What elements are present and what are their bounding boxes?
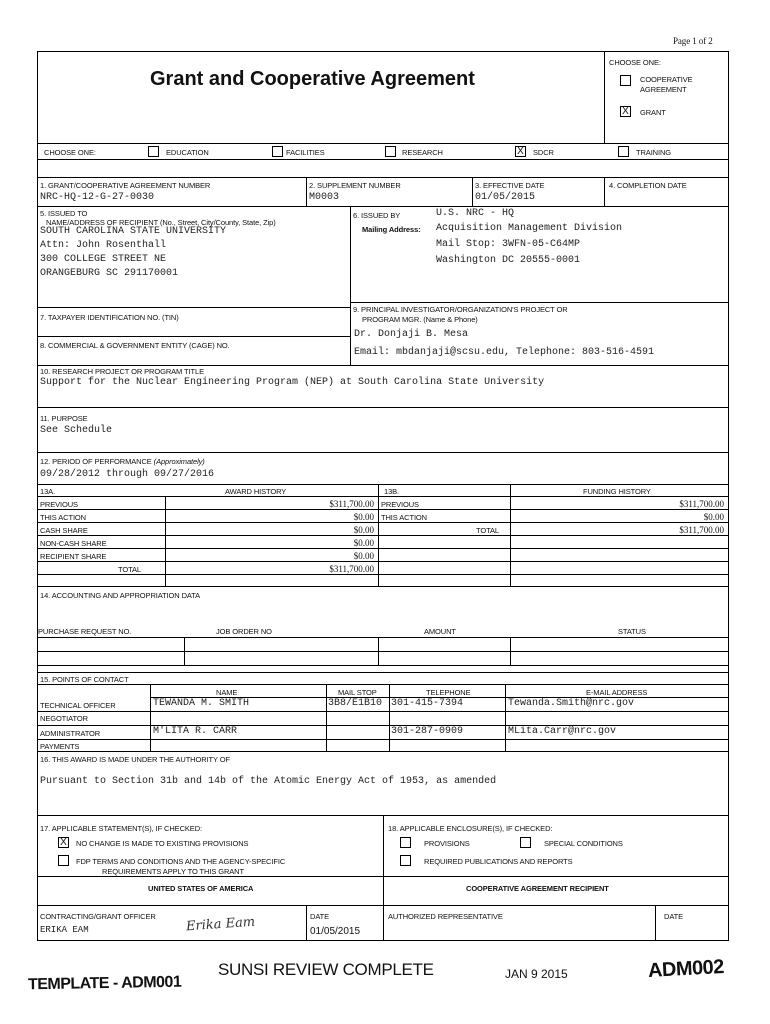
grant-checkbox[interactable]: X [620, 106, 631, 117]
award-row-label: CASH SHARE [40, 526, 88, 535]
contacts-column-header: E-MAIL ADDRESS [586, 688, 648, 697]
contact-role: TECHNICAL OFFICER [40, 701, 116, 710]
authority-value: Pursuant to Section 31b and 14b of the Atomic Energy Act of 1953, as amended [40, 776, 497, 787]
required-publications-label: REQUIRED PUBLICATIONS AND REPORTS [424, 857, 573, 866]
cage-label: 8. COMMERCIAL & GOVERNMENT ENTITY (CAGE) NO. [40, 341, 230, 350]
recipient-heading: COOPERATIVE AGREEMENT RECIPIENT [466, 884, 609, 893]
award-total-label: TOTAL [118, 565, 141, 574]
date2-label: DATE [664, 912, 684, 921]
column-header: PURCHASE REQUEST NO. [38, 627, 132, 636]
choose-one-row-label: CHOOSE ONE: [44, 148, 96, 157]
grant-number-label: 1. GRANT/COOPERATIVE AGREEMENT NUMBER [40, 181, 211, 190]
training-label: TRAINING [636, 148, 672, 157]
award-row-value: $311,700.00 [329, 499, 374, 509]
cooperative-checkbox[interactable] [620, 75, 631, 86]
issuer-line-2: Mail Stop: 3WFN-05-C64MP [436, 239, 581, 250]
column-header: AMOUNT [424, 627, 456, 636]
pi-name: Dr. Donjaji B. Mesa [354, 329, 469, 340]
accounting-label: 14. ACCOUNTING AND APPROPRIATION DATA [40, 591, 201, 600]
education-checkbox[interactable] [148, 146, 159, 157]
date-label: DATE [310, 912, 330, 921]
special-conditions-label: SPECIAL CONDITIONS [544, 839, 623, 848]
issuer-line-3: Washington DC 20555-0001 [436, 255, 581, 266]
funding-history-number: 13B. [384, 487, 400, 496]
usa-heading: UNITED STATES OF AMERICA [148, 884, 254, 893]
review-date-stamp: JAN 9 2015 [505, 967, 568, 981]
required-publications-checkbox[interactable] [400, 855, 411, 866]
award-history-title: AWARD HISTORY [225, 487, 287, 496]
sdcr-label: SDCR [533, 148, 554, 157]
contact-email: Tewanda.Smith@nrc.gov [508, 698, 635, 709]
project-title-label: 10. RESEARCH PROJECT OR PROGRAM TITLE [40, 367, 204, 376]
column-header: STATUS [618, 627, 646, 636]
recipient-line-4: ORANGEBURG SC 291170001 [40, 268, 179, 279]
enclosures-label: 18. APPLICABLE ENCLOSURE(S), IF CHECKED: [388, 824, 553, 833]
special-conditions-checkbox[interactable] [520, 837, 531, 848]
award-row-value: $0.00 [353, 512, 374, 522]
issued-to-label: 5. ISSUED TO [40, 209, 88, 218]
funding-previous-value: $311,700.00 [679, 499, 724, 509]
pi-label-2: PROGRAM MGR. (Name & Phone) [362, 315, 478, 324]
contacts-column-header: MAIL STOP [338, 688, 377, 697]
grant-label: GRANT [640, 108, 666, 117]
sdcr-checkbox[interactable]: X [515, 146, 526, 157]
sunsi-stamp: SUNSI REVIEW COMPLETE [218, 960, 434, 979]
adm-stamp: ADM002 [647, 956, 725, 982]
pi-contact: Email: mbdanjaji@scsu.edu, Telephone: 803-516-4591 [354, 347, 655, 358]
purpose-value: See Schedule [40, 425, 113, 436]
column-header: JOB ORDER NO [216, 627, 272, 636]
contacts-label: 15. POINTS OF CONTACT [40, 675, 129, 684]
mailing-address-label: Mailing Address: [362, 225, 421, 234]
funding-previous-label: PREVIOUS [381, 500, 419, 509]
fdp-terms-label: FDP TERMS AND CONDITIONS AND THE AGENCY-SPECIFIC [76, 857, 286, 866]
frame-top [37, 51, 729, 52]
cooperative-label: COOPERATIVE AGREEMENT [640, 75, 693, 94]
contact-role: PAYMENTS [40, 742, 80, 751]
effective-date-value: 01/05/2015 [475, 192, 536, 203]
funding-this-action-label: THIS ACTION [381, 513, 427, 522]
award-row-value: $0.00 [353, 551, 374, 561]
period-value: 09/28/2012 through 09/27/2016 [40, 469, 215, 480]
education-label: EDUCATION [166, 148, 209, 157]
pi-label: 9. PRINCIPAL INVESTIGATOR/ORGANIZATION'S PROJECT OR [353, 305, 568, 314]
supplement-number-value: M0003 [309, 192, 340, 203]
facilities-label: FACILITIES [286, 148, 325, 157]
award-row-label: RECIPIENT SHARE [40, 552, 107, 561]
award-total-value: $311,700.00 [329, 564, 374, 574]
no-change-label: NO CHANGE IS MADE TO EXISTING PROVISIONS [76, 839, 249, 848]
fdp-terms-checkbox[interactable] [58, 855, 69, 866]
officer-label: CONTRACTING/GRANT OFFICER [40, 912, 156, 921]
contacts-column-header: NAME [216, 688, 238, 697]
page-number: Page 1 of 2 [673, 36, 713, 46]
contact-phone: 301-415-7394 [391, 698, 464, 709]
officer-signature: Erika Eam [185, 914, 256, 935]
issued-by-label: 6. ISSUED BY [353, 211, 401, 220]
recipient-address-label: NAME/ADDRESS OF RECIPIENT (No., Street, City/County, State, Zip) [46, 218, 276, 227]
recipient-line-1: SOUTH CAROLINA STATE UNIVERSITY [40, 226, 227, 237]
training-checkbox[interactable] [618, 146, 629, 157]
contact-email: MLita.Carr@nrc.gov [508, 726, 617, 737]
contact-mail-stop: 3B8/E1B10 [328, 698, 383, 709]
recipient-line-2: Attn: John Rosenthall [40, 240, 167, 251]
frame-bottom [37, 940, 729, 941]
choose-one-top-label: CHOOSE ONE: [609, 58, 661, 67]
funding-total-value: $311,700.00 [679, 525, 724, 535]
project-title-value: Support for the Nuclear Engineering Program (NEP) at South Carolina State University [40, 377, 545, 388]
research-checkbox[interactable] [385, 146, 396, 157]
purpose-label: 11. PURPOSE [40, 414, 88, 423]
award-row-label: PREVIOUS [40, 500, 78, 509]
funding-total-label: TOTAL [476, 526, 499, 535]
grant-number-value: NRC-HQ-12-G-27-0030 [40, 192, 155, 203]
authority-label: 16. THIS AWARD IS MADE UNDER THE AUTHORITY OF [40, 755, 230, 764]
contact-role: NEGOTIATOR [40, 714, 88, 723]
award-row-value: $0.00 [353, 525, 374, 535]
funding-history-title: FUNDING HISTORY [583, 487, 651, 496]
no-change-checkbox[interactable]: X [58, 837, 69, 848]
fdp-terms-label-2: REQUIREMENTS APPLY TO THIS GRANT [102, 867, 244, 876]
award-row-label: THIS ACTION [40, 513, 86, 522]
issuer-line-1: Acquisition Management Division [436, 223, 623, 234]
completion-date-label: 4. COMPLETION DATE [609, 181, 687, 190]
provisions-label: PROVISIONS [424, 839, 470, 848]
effective-date-label: 3. EFFECTIVE DATE [475, 181, 545, 190]
officer-name: ERIKA EAM [40, 925, 89, 935]
research-label: RESEARCH [402, 148, 443, 157]
recipient-line-3: 300 COLLEGE STREET NE [40, 254, 167, 265]
period-label: 12. PERIOD OF PERFORMANCE (Approximately) [40, 457, 205, 466]
page-title: Grant and Cooperative Agreement [150, 68, 475, 90]
date-value: 01/05/2015 [310, 926, 361, 937]
contacts-column-header: TELEPHONE [426, 688, 471, 697]
authorized-rep-label: AUTHORIZED REPRESENTATIVE [388, 912, 503, 921]
funding-this-action-value: $0.00 [703, 512, 724, 522]
contact-role: ADMINISTRATOR [40, 729, 101, 738]
template-stamp: TEMPLATE - ADM001 [27, 973, 182, 994]
issuer-value: U.S. NRC - HQ [436, 208, 515, 219]
statements-label: 17. APPLICABLE STATEMENT(S), IF CHECKED: [40, 824, 203, 833]
supplement-number-label: 2. SUPPLEMENT NUMBER [309, 181, 401, 190]
provisions-checkbox[interactable] [400, 837, 411, 848]
contact-name: TEWANDA M. SMITH [153, 698, 250, 709]
facilities-checkbox[interactable] [272, 146, 283, 157]
award-row-value: $0.00 [353, 538, 374, 548]
tin-label: 7. TAXPAYER IDENTIFICATION NO. (TIN) [40, 313, 179, 322]
contact-name: M'LITA R. CARR [153, 726, 238, 737]
award-row-label: NON-CASH SHARE [40, 539, 107, 548]
contact-phone: 301-287-0909 [391, 726, 464, 737]
award-history-number: 13A. [40, 487, 56, 496]
